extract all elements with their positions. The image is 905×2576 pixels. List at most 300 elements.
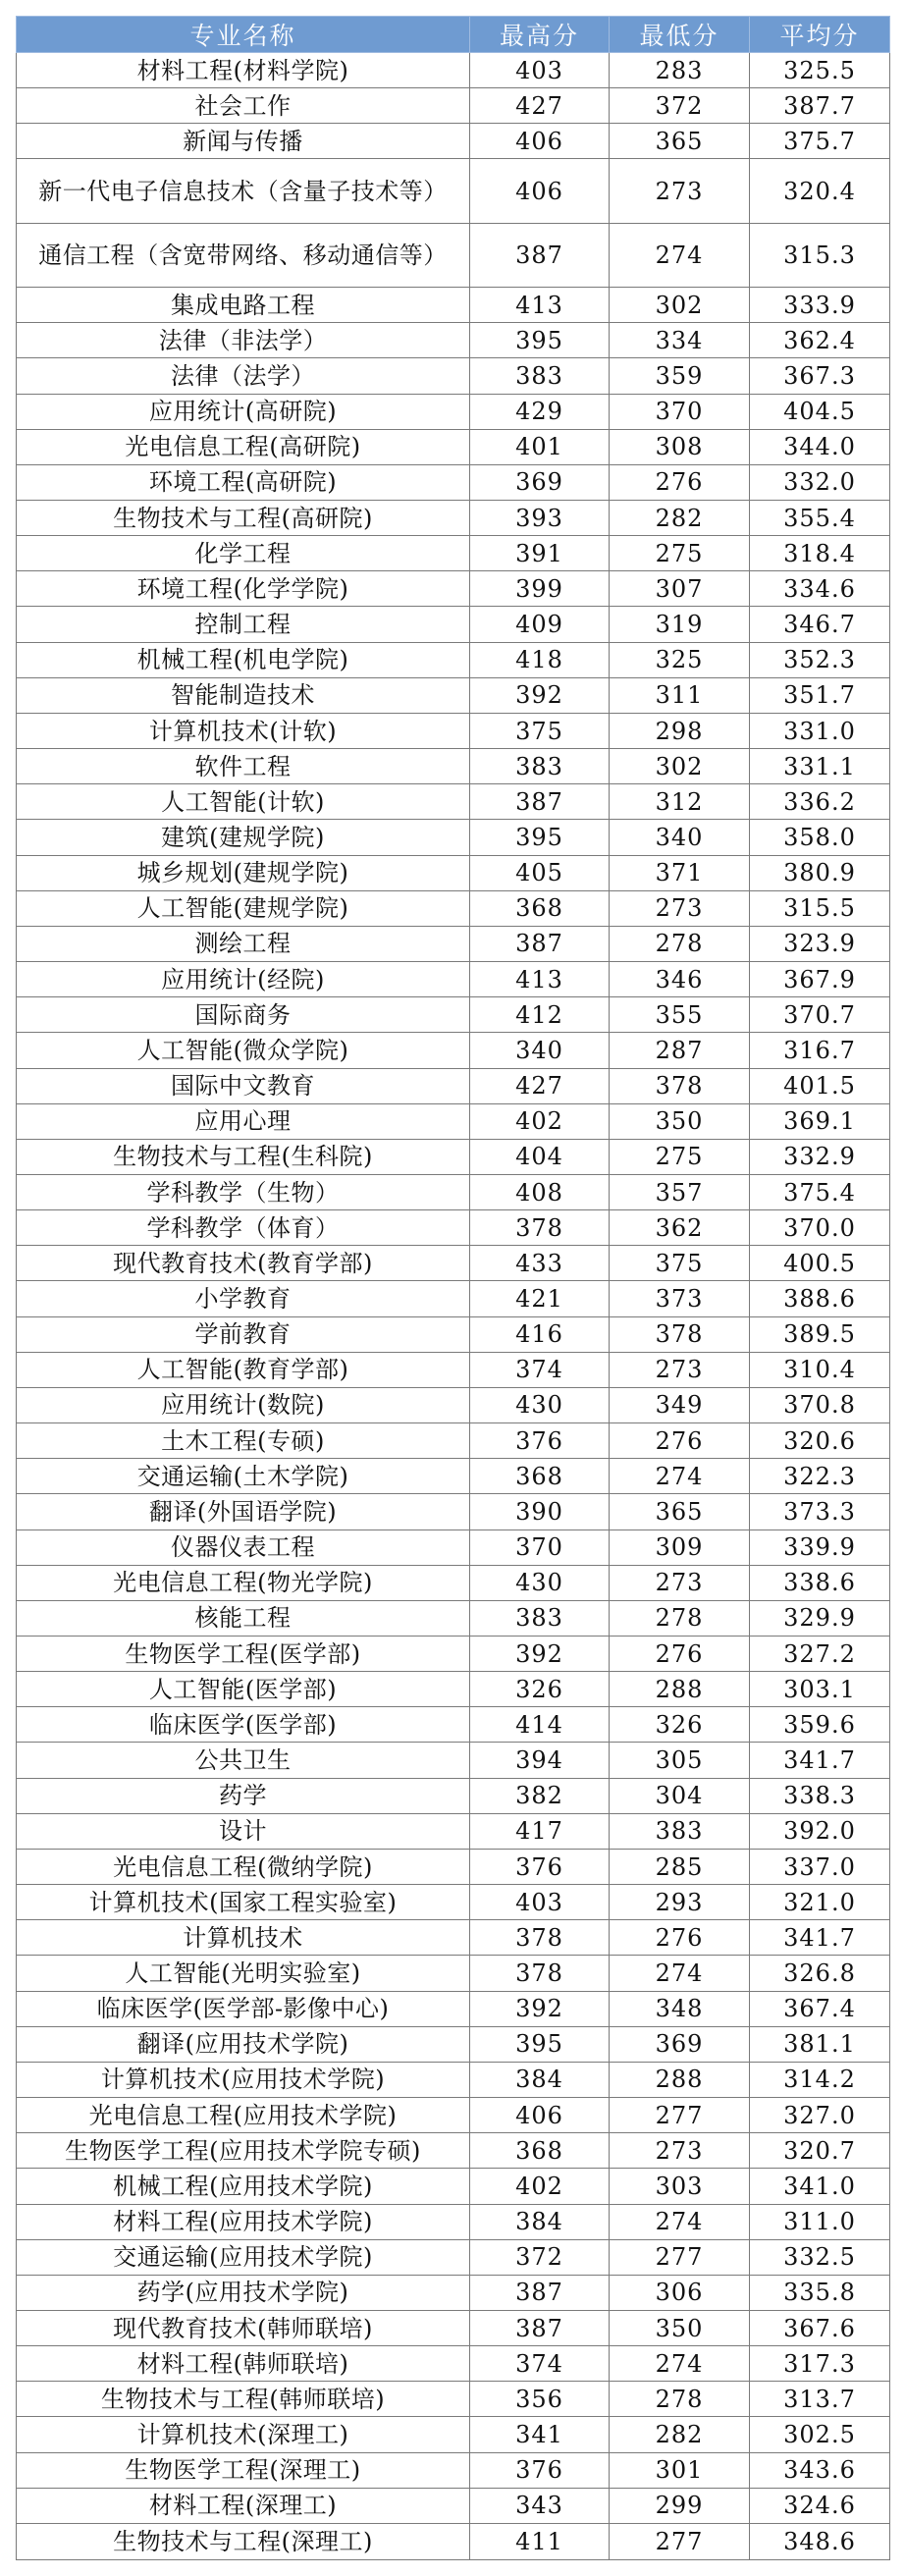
cell-min-score: 276 bbox=[610, 1920, 750, 1956]
table-row bbox=[17, 607, 890, 642]
cell-max-score: 384 bbox=[470, 2204, 610, 2239]
cell-major-name: 仪器仪表工程 bbox=[17, 1530, 470, 1565]
cell-avg-score: 339.9 bbox=[750, 1530, 890, 1565]
header-row bbox=[17, 17, 890, 53]
table-row bbox=[17, 2310, 890, 2345]
table-row bbox=[17, 1885, 890, 1920]
cell-min-score: 298 bbox=[610, 713, 750, 748]
cell-max-score: 392 bbox=[470, 677, 610, 713]
cell-avg-score: 327.2 bbox=[750, 1637, 890, 1672]
table-row bbox=[17, 713, 890, 748]
cell-min-score: 283 bbox=[610, 53, 750, 88]
cell-min-score: 357 bbox=[610, 1174, 750, 1209]
cell-avg-score: 315.3 bbox=[750, 223, 890, 287]
cell-min-score: 301 bbox=[610, 2452, 750, 2488]
cell-major-name: 核能工程 bbox=[17, 1600, 470, 1636]
cell-major-name: 建筑(建规学院) bbox=[17, 820, 470, 855]
table-row bbox=[17, 2417, 890, 2452]
table-row bbox=[17, 1281, 890, 1316]
cell-major-name: 生物医学工程(深理工) bbox=[17, 2452, 470, 2488]
header-major-name: 专业名称 bbox=[17, 17, 470, 53]
cell-avg-score: 341.7 bbox=[750, 1920, 890, 1956]
cell-max-score: 413 bbox=[470, 962, 610, 997]
cell-max-score: 393 bbox=[470, 501, 610, 536]
cell-avg-score: 323.9 bbox=[750, 926, 890, 961]
cell-major-name: 学科教学（体育） bbox=[17, 1210, 470, 1246]
cell-major-name: 生物技术与工程(高研院) bbox=[17, 501, 470, 536]
cell-max-score: 403 bbox=[470, 1885, 610, 1920]
cell-avg-score: 387.7 bbox=[750, 88, 890, 124]
cell-avg-score: 332.5 bbox=[750, 2239, 890, 2275]
cell-min-score: 277 bbox=[610, 2098, 750, 2133]
cell-min-score: 325 bbox=[610, 642, 750, 677]
cell-avg-score: 311.0 bbox=[750, 2204, 890, 2239]
cell-min-score: 275 bbox=[610, 536, 750, 571]
cell-avg-score: 327.0 bbox=[750, 2098, 890, 2133]
table-row bbox=[17, 1494, 890, 1530]
cell-max-score: 383 bbox=[470, 1600, 610, 1636]
cell-avg-score: 329.9 bbox=[750, 1600, 890, 1636]
cell-avg-score: 325.5 bbox=[750, 53, 890, 88]
cell-major-name: 应用统计(高研院) bbox=[17, 394, 470, 429]
cell-major-name: 集成电路工程 bbox=[17, 288, 470, 323]
cell-max-score: 430 bbox=[470, 1387, 610, 1422]
cell-avg-score: 346.7 bbox=[750, 607, 890, 642]
cell-major-name: 小学教育 bbox=[17, 1281, 470, 1316]
cell-avg-score: 318.4 bbox=[750, 536, 890, 571]
table-row bbox=[17, 2452, 890, 2488]
cell-avg-score: 320.6 bbox=[750, 1423, 890, 1459]
cell-max-score: 368 bbox=[470, 1459, 610, 1494]
cell-max-score: 406 bbox=[470, 2098, 610, 2133]
cell-avg-score: 375.4 bbox=[750, 1174, 890, 1209]
cell-min-score: 277 bbox=[610, 2523, 750, 2559]
cell-major-name: 国际商务 bbox=[17, 997, 470, 1033]
table-row bbox=[17, 536, 890, 571]
table-row bbox=[17, 1600, 890, 1636]
cell-avg-score: 313.7 bbox=[750, 2382, 890, 2417]
cell-avg-score: 358.0 bbox=[750, 820, 890, 855]
cell-major-name: 生物技术与工程(韩师联培) bbox=[17, 2382, 470, 2417]
table-row bbox=[17, 88, 890, 124]
cell-min-score: 276 bbox=[610, 464, 750, 500]
cell-major-name: 学科教学（生物） bbox=[17, 1174, 470, 1209]
cell-major-name: 法律（法学） bbox=[17, 358, 470, 394]
cell-major-name: 生物技术与工程(生科院) bbox=[17, 1139, 470, 1174]
cell-major-name: 计算机技术(国家工程实验室) bbox=[17, 1885, 470, 1920]
cell-max-score: 395 bbox=[470, 2026, 610, 2062]
table-row bbox=[17, 1813, 890, 1849]
cell-avg-score: 370.8 bbox=[750, 1387, 890, 1422]
cell-max-score: 402 bbox=[470, 2169, 610, 2204]
table-row bbox=[17, 223, 890, 287]
cell-max-score: 394 bbox=[470, 1743, 610, 1778]
cell-min-score: 349 bbox=[610, 1387, 750, 1422]
cell-avg-score: 373.3 bbox=[750, 1494, 890, 1530]
cell-avg-score: 343.6 bbox=[750, 2452, 890, 2488]
cell-major-name: 计算机技术(深理工) bbox=[17, 2417, 470, 2452]
table-row bbox=[17, 323, 890, 358]
cell-max-score: 341 bbox=[470, 2417, 610, 2452]
cell-major-name: 国际中文教育 bbox=[17, 1068, 470, 1103]
cell-min-score: 288 bbox=[610, 2062, 750, 2097]
cell-avg-score: 367.4 bbox=[750, 1991, 890, 2026]
cell-major-name: 化学工程 bbox=[17, 536, 470, 571]
cell-major-name: 应用统计(数院) bbox=[17, 1387, 470, 1422]
cell-min-score: 362 bbox=[610, 1210, 750, 1246]
cell-major-name: 新闻与传播 bbox=[17, 124, 470, 159]
cell-avg-score: 367.9 bbox=[750, 962, 890, 997]
cell-major-name: 人工智能(教育学部) bbox=[17, 1352, 470, 1387]
cell-max-score: 416 bbox=[470, 1316, 610, 1352]
cell-min-score: 273 bbox=[610, 890, 750, 926]
table-row bbox=[17, 1210, 890, 1246]
cell-avg-score: 310.4 bbox=[750, 1352, 890, 1387]
table-row bbox=[17, 53, 890, 88]
cell-max-score: 417 bbox=[470, 1813, 610, 1849]
cell-min-score: 287 bbox=[610, 1033, 750, 1068]
cell-major-name: 人工智能(建规学院) bbox=[17, 890, 470, 926]
cell-major-name: 人工智能(光明实验室) bbox=[17, 1956, 470, 1991]
table-row bbox=[17, 997, 890, 1033]
cell-min-score: 312 bbox=[610, 784, 750, 820]
cell-min-score: 311 bbox=[610, 677, 750, 713]
cell-max-score: 409 bbox=[470, 607, 610, 642]
score-table-container bbox=[16, 16, 889, 2560]
cell-max-score: 387 bbox=[470, 223, 610, 287]
cell-avg-score: 324.6 bbox=[750, 2488, 890, 2523]
cell-major-name: 环境工程(高研院) bbox=[17, 464, 470, 500]
cell-major-name: 光电信息工程(微纳学院) bbox=[17, 1849, 470, 1884]
cell-min-score: 373 bbox=[610, 1281, 750, 1316]
cell-major-name: 设计 bbox=[17, 1813, 470, 1849]
cell-max-score: 418 bbox=[470, 642, 610, 677]
cell-min-score: 306 bbox=[610, 2275, 750, 2310]
cell-min-score: 274 bbox=[610, 2204, 750, 2239]
cell-avg-score: 362.4 bbox=[750, 323, 890, 358]
table-header bbox=[17, 17, 890, 53]
cell-min-score: 348 bbox=[610, 1991, 750, 2026]
cell-max-score: 427 bbox=[470, 1068, 610, 1103]
cell-max-score: 326 bbox=[470, 1672, 610, 1707]
cell-major-name: 社会工作 bbox=[17, 88, 470, 124]
cell-max-score: 404 bbox=[470, 1139, 610, 1174]
cell-min-score: 350 bbox=[610, 2310, 750, 2345]
table-row bbox=[17, 2382, 890, 2417]
table-row bbox=[17, 288, 890, 323]
cell-avg-score: 351.7 bbox=[750, 677, 890, 713]
cell-min-score: 274 bbox=[610, 2346, 750, 2382]
cell-min-score: 285 bbox=[610, 1849, 750, 1884]
cell-min-score: 359 bbox=[610, 358, 750, 394]
cell-max-score: 411 bbox=[470, 2523, 610, 2559]
cell-avg-score: 320.4 bbox=[750, 159, 890, 223]
cell-major-name: 翻译(外国语学院) bbox=[17, 1494, 470, 1530]
table-row bbox=[17, 1103, 890, 1139]
cell-max-score: 387 bbox=[470, 926, 610, 961]
cell-avg-score: 326.8 bbox=[750, 1956, 890, 1991]
cell-avg-score: 359.6 bbox=[750, 1707, 890, 1743]
table-row bbox=[17, 159, 890, 223]
cell-major-name: 土木工程(专硕) bbox=[17, 1423, 470, 1459]
cell-major-name: 材料工程(材料学院) bbox=[17, 53, 470, 88]
cell-min-score: 370 bbox=[610, 394, 750, 429]
cell-min-score: 293 bbox=[610, 1885, 750, 1920]
cell-major-name: 生物技术与工程(深理工) bbox=[17, 2523, 470, 2559]
cell-min-score: 372 bbox=[610, 88, 750, 124]
cell-max-score: 372 bbox=[470, 2239, 610, 2275]
cell-avg-score: 400.5 bbox=[750, 1246, 890, 1281]
table-row bbox=[17, 2523, 890, 2559]
cell-major-name: 现代教育技术(韩师联培) bbox=[17, 2310, 470, 2345]
score-table bbox=[16, 16, 890, 2560]
cell-min-score: 326 bbox=[610, 1707, 750, 1743]
table-row bbox=[17, 677, 890, 713]
cell-avg-score: 316.7 bbox=[750, 1033, 890, 1068]
table-row bbox=[17, 1387, 890, 1422]
cell-min-score: 319 bbox=[610, 607, 750, 642]
cell-avg-score: 337.0 bbox=[750, 1849, 890, 1884]
cell-min-score: 305 bbox=[610, 1743, 750, 1778]
table-row bbox=[17, 642, 890, 677]
cell-avg-score: 338.3 bbox=[750, 1778, 890, 1813]
cell-max-score: 374 bbox=[470, 2346, 610, 2382]
cell-major-name: 材料工程(韩师联培) bbox=[17, 2346, 470, 2382]
cell-min-score: 309 bbox=[610, 1530, 750, 1565]
cell-max-score: 395 bbox=[470, 820, 610, 855]
cell-max-score: 395 bbox=[470, 323, 610, 358]
table-row bbox=[17, 1707, 890, 1743]
header-avg-score: 平均分 bbox=[750, 17, 890, 53]
table-row bbox=[17, 1956, 890, 1991]
cell-min-score: 273 bbox=[610, 2133, 750, 2169]
cell-major-name: 城乡规划(建规学院) bbox=[17, 855, 470, 890]
table-row bbox=[17, 1743, 890, 1778]
table-row bbox=[17, 2204, 890, 2239]
cell-min-score: 365 bbox=[610, 124, 750, 159]
cell-max-score: 382 bbox=[470, 1778, 610, 1813]
cell-major-name: 学前教育 bbox=[17, 1316, 470, 1352]
cell-avg-score: 320.7 bbox=[750, 2133, 890, 2169]
table-row bbox=[17, 784, 890, 820]
cell-min-score: 350 bbox=[610, 1103, 750, 1139]
cell-max-score: 378 bbox=[470, 1956, 610, 1991]
cell-avg-score: 380.9 bbox=[750, 855, 890, 890]
cell-min-score: 308 bbox=[610, 429, 750, 464]
cell-major-name: 法律（非法学） bbox=[17, 323, 470, 358]
table-row bbox=[17, 1530, 890, 1565]
cell-max-score: 378 bbox=[470, 1210, 610, 1246]
table-row bbox=[17, 890, 890, 926]
cell-avg-score: 392.0 bbox=[750, 1813, 890, 1849]
cell-avg-score: 370.0 bbox=[750, 1210, 890, 1246]
cell-major-name: 公共卫生 bbox=[17, 1743, 470, 1778]
cell-max-score: 408 bbox=[470, 1174, 610, 1209]
table-row bbox=[17, 1637, 890, 1672]
cell-avg-score: 321.0 bbox=[750, 1885, 890, 1920]
cell-max-score: 392 bbox=[470, 1991, 610, 2026]
cell-min-score: 276 bbox=[610, 1637, 750, 1672]
cell-max-score: 414 bbox=[470, 1707, 610, 1743]
cell-min-score: 282 bbox=[610, 501, 750, 536]
cell-max-score: 405 bbox=[470, 855, 610, 890]
cell-min-score: 340 bbox=[610, 820, 750, 855]
cell-major-name: 通信工程（含宽带网络、移动通信等） bbox=[17, 223, 470, 287]
cell-max-score: 384 bbox=[470, 2062, 610, 2097]
cell-min-score: 275 bbox=[610, 1139, 750, 1174]
cell-avg-score: 331.0 bbox=[750, 713, 890, 748]
table-row bbox=[17, 429, 890, 464]
cell-min-score: 278 bbox=[610, 2382, 750, 2417]
cell-avg-score: 355.4 bbox=[750, 501, 890, 536]
cell-major-name: 交通运输(土木学院) bbox=[17, 1459, 470, 1494]
cell-major-name: 生物医学工程(医学部) bbox=[17, 1637, 470, 1672]
table-row bbox=[17, 571, 890, 607]
cell-avg-score: 303.1 bbox=[750, 1672, 890, 1707]
cell-avg-score: 341.7 bbox=[750, 1743, 890, 1778]
table-row bbox=[17, 1174, 890, 1209]
cell-major-name: 机械工程(应用技术学院) bbox=[17, 2169, 470, 2204]
table-row bbox=[17, 1459, 890, 1494]
table-row bbox=[17, 820, 890, 855]
table-row bbox=[17, 1565, 890, 1600]
cell-max-score: 430 bbox=[470, 1565, 610, 1600]
cell-min-score: 375 bbox=[610, 1246, 750, 1281]
cell-max-score: 343 bbox=[470, 2488, 610, 2523]
table-row bbox=[17, 2098, 890, 2133]
cell-min-score: 277 bbox=[610, 2239, 750, 2275]
cell-max-score: 376 bbox=[470, 1849, 610, 1884]
cell-max-score: 356 bbox=[470, 2382, 610, 2417]
cell-min-score: 273 bbox=[610, 1352, 750, 1387]
cell-major-name: 临床医学(医学部-影像中心) bbox=[17, 1991, 470, 2026]
table-row bbox=[17, 926, 890, 961]
cell-min-score: 307 bbox=[610, 571, 750, 607]
cell-min-score: 288 bbox=[610, 1672, 750, 1707]
table-row bbox=[17, 1316, 890, 1352]
cell-avg-score: 348.6 bbox=[750, 2523, 890, 2559]
cell-min-score: 303 bbox=[610, 2169, 750, 2204]
cell-max-score: 368 bbox=[470, 2133, 610, 2169]
cell-max-score: 427 bbox=[470, 88, 610, 124]
cell-min-score: 304 bbox=[610, 1778, 750, 1813]
cell-major-name: 机械工程(机电学院) bbox=[17, 642, 470, 677]
cell-min-score: 302 bbox=[610, 288, 750, 323]
cell-max-score: 406 bbox=[470, 159, 610, 223]
table-row bbox=[17, 1672, 890, 1707]
cell-major-name: 光电信息工程(物光学院) bbox=[17, 1565, 470, 1600]
cell-avg-score: 336.2 bbox=[750, 784, 890, 820]
cell-max-score: 433 bbox=[470, 1246, 610, 1281]
cell-avg-score: 302.5 bbox=[750, 2417, 890, 2452]
cell-max-score: 406 bbox=[470, 124, 610, 159]
table-row bbox=[17, 1423, 890, 1459]
cell-max-score: 368 bbox=[470, 890, 610, 926]
cell-major-name: 测绘工程 bbox=[17, 926, 470, 961]
cell-max-score: 383 bbox=[470, 749, 610, 784]
header-min-score: 最低分 bbox=[610, 17, 750, 53]
cell-min-score: 278 bbox=[610, 926, 750, 961]
cell-major-name: 药学(应用技术学院) bbox=[17, 2275, 470, 2310]
cell-min-score: 273 bbox=[610, 159, 750, 223]
cell-max-score: 369 bbox=[470, 464, 610, 500]
cell-min-score: 278 bbox=[610, 1600, 750, 1636]
table-body bbox=[17, 53, 890, 2560]
cell-avg-score: 331.1 bbox=[750, 749, 890, 784]
cell-avg-score: 332.9 bbox=[750, 1139, 890, 1174]
cell-major-name: 应用心理 bbox=[17, 1103, 470, 1139]
cell-avg-score: 341.0 bbox=[750, 2169, 890, 2204]
table-row bbox=[17, 2488, 890, 2523]
cell-min-score: 334 bbox=[610, 323, 750, 358]
cell-min-score: 383 bbox=[610, 1813, 750, 1849]
table-row bbox=[17, 358, 890, 394]
cell-min-score: 355 bbox=[610, 997, 750, 1033]
cell-major-name: 环境工程(化学学院) bbox=[17, 571, 470, 607]
cell-max-score: 378 bbox=[470, 1920, 610, 1956]
cell-max-score: 376 bbox=[470, 1423, 610, 1459]
cell-max-score: 399 bbox=[470, 571, 610, 607]
cell-major-name: 光电信息工程(应用技术学院) bbox=[17, 2098, 470, 2133]
cell-min-score: 302 bbox=[610, 749, 750, 784]
cell-max-score: 401 bbox=[470, 429, 610, 464]
cell-avg-score: 315.5 bbox=[750, 890, 890, 926]
header-max-score: 最高分 bbox=[470, 17, 610, 53]
cell-avg-score: 388.6 bbox=[750, 1281, 890, 1316]
table-row bbox=[17, 2169, 890, 2204]
cell-avg-score: 370.7 bbox=[750, 997, 890, 1033]
table-row bbox=[17, 962, 890, 997]
cell-max-score: 392 bbox=[470, 1637, 610, 1672]
table-row bbox=[17, 749, 890, 784]
cell-max-score: 413 bbox=[470, 288, 610, 323]
cell-min-score: 273 bbox=[610, 1565, 750, 1600]
cell-avg-score: 335.8 bbox=[750, 2275, 890, 2310]
cell-max-score: 387 bbox=[470, 2310, 610, 2345]
cell-avg-score: 369.1 bbox=[750, 1103, 890, 1139]
cell-min-score: 369 bbox=[610, 2026, 750, 2062]
cell-max-score: 370 bbox=[470, 1530, 610, 1565]
cell-avg-score: 401.5 bbox=[750, 1068, 890, 1103]
cell-avg-score: 332.0 bbox=[750, 464, 890, 500]
cell-major-name: 交通运输(应用技术学院) bbox=[17, 2239, 470, 2275]
table-row bbox=[17, 1920, 890, 1956]
cell-major-name: 药学 bbox=[17, 1778, 470, 1813]
cell-major-name: 临床医学(医学部) bbox=[17, 1707, 470, 1743]
cell-min-score: 378 bbox=[610, 1068, 750, 1103]
cell-major-name: 生物医学工程(应用技术学院专硕) bbox=[17, 2133, 470, 2169]
cell-avg-score: 389.5 bbox=[750, 1316, 890, 1352]
table-row bbox=[17, 2239, 890, 2275]
cell-major-name: 应用统计(经院) bbox=[17, 962, 470, 997]
cell-max-score: 383 bbox=[470, 358, 610, 394]
cell-avg-score: 334.6 bbox=[750, 571, 890, 607]
cell-avg-score: 352.3 bbox=[750, 642, 890, 677]
cell-major-name: 现代教育技术(教育学部) bbox=[17, 1246, 470, 1281]
table-row bbox=[17, 855, 890, 890]
cell-max-score: 387 bbox=[470, 784, 610, 820]
cell-min-score: 346 bbox=[610, 962, 750, 997]
cell-max-score: 390 bbox=[470, 1494, 610, 1530]
cell-avg-score: 367.6 bbox=[750, 2310, 890, 2345]
cell-max-score: 374 bbox=[470, 1352, 610, 1387]
table-row bbox=[17, 1778, 890, 1813]
cell-major-name: 新一代电子信息技术（含量子技术等） bbox=[17, 159, 470, 223]
cell-min-score: 276 bbox=[610, 1423, 750, 1459]
cell-major-name: 光电信息工程(高研院) bbox=[17, 429, 470, 464]
cell-major-name: 人工智能(计软) bbox=[17, 784, 470, 820]
cell-max-score: 340 bbox=[470, 1033, 610, 1068]
